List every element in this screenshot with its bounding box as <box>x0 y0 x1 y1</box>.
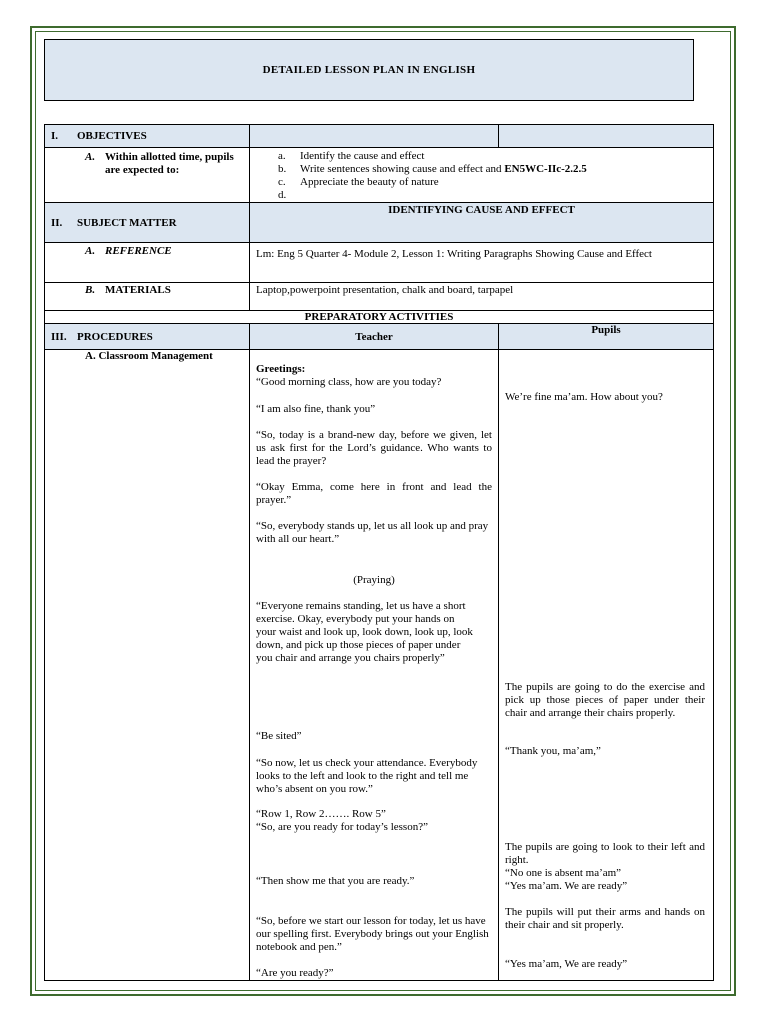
pupil-line: The pupils are going to look to their left and right. <box>505 841 705 866</box>
teacher-line: “Row 1, Row 2……. Row 5” <box>256 808 386 820</box>
list-item: b. Write sentences showing cause and effect and EN5WC-IIc-2.2.5 <box>278 163 587 175</box>
teacher-line: “Everyone remains standing, let us have a short exercise. Okay, everybody put your hands on your waist and look up, look down, look up, look down, and pick up those pieces of paper under you chair and arrange you chairs properly” <box>256 600 473 664</box>
teacher-column-header: Teacher <box>250 324 499 350</box>
lesson-plan-table <box>44 124 714 981</box>
objectives-header-row <box>45 125 714 148</box>
pupil-line: “Yes ma’am, We are ready” <box>505 958 628 970</box>
materials-label-cell: B. MATERIALS <box>45 283 250 311</box>
pupil-line: We’re fine ma’am. How about you? <box>505 391 663 403</box>
list-item: a. Identify the cause and effect <box>278 150 425 162</box>
pupils-column-header: Pupils <box>499 324 714 350</box>
subject-matter-row <box>45 203 714 243</box>
teacher-line: “So, before we start our lesson for today, let us have our spelling first. Everybody brings out your English notebook and pen.” <box>256 915 489 953</box>
pupils-column <box>499 350 714 981</box>
reference-label-cell: A. REFERENCE <box>45 243 250 283</box>
pupil-line: “Yes ma’am. We are ready” <box>505 880 628 892</box>
objectives-list-cell <box>250 148 714 203</box>
reference-value: Lm: Eng 5 Quarter 4- Module 2, Lesson 1: Writing Paragraphs Showing Cause and Effect <box>250 243 714 283</box>
subject-matter-heading: II. SUBJECT MATTER <box>45 203 250 243</box>
objectives-sub-cell <box>45 148 250 203</box>
pupil-line: “Thank you, ma’am,” <box>505 745 601 757</box>
objectives-list <box>250 150 713 202</box>
document-title: DETAILED LESSON PLAN IN ENGLISH <box>44 39 694 101</box>
teacher-line: “So, today is a brand-new day, before we given, let us ask first for the Lord’s guidance. Who wants to lead the prayer? <box>256 429 492 467</box>
pupil-line: The pupils are going to do the exercise and pick up those pieces of paper under their chair and arrange their chairs properly. <box>505 681 705 719</box>
classroom-management-label: A. Classroom Management <box>85 350 213 362</box>
teacher-line: “Okay Emma, come here in front and lead the prayer.” <box>256 481 492 506</box>
teacher-column <box>250 350 499 981</box>
teacher-line-praying: (Praying) <box>353 574 395 586</box>
list-item: d. <box>278 189 287 201</box>
reference-row <box>45 243 714 283</box>
preparatory-heading: PREPARATORY ACTIVITIES <box>45 311 714 324</box>
classroom-management-cell <box>45 350 250 981</box>
pupil-line: The pupils will put their arms and hands on their chair and sit properly. <box>505 906 705 931</box>
competency-code: EN5WC-IIc-2.2.5 <box>504 163 587 175</box>
pupil-line: “No one is absent ma’am” <box>505 867 622 879</box>
objectives-heading: I. OBJECTIVES <box>45 125 250 148</box>
procedures-heading: III. PROCEDURES <box>45 324 250 350</box>
teacher-line: “Are you ready?” <box>256 967 334 979</box>
classroom-management-row <box>45 350 714 981</box>
topic-title: IDENTIFYING CAUSE AND EFFECT <box>250 203 714 243</box>
procedures-header-row <box>45 324 714 350</box>
teacher-line: “I am also fine, thank you” <box>256 403 376 415</box>
teacher-line: “So, are you ready for today’s lesson?” <box>256 821 428 833</box>
materials-value: Laptop,powerpoint presentation, chalk and board, tarpapel <box>250 283 714 311</box>
objectives-blank-cell <box>250 125 499 148</box>
teacher-line: “Then show me that you are ready.” <box>256 875 415 887</box>
teacher-line: “Good morning class, how are you today? <box>256 376 442 388</box>
objectives-row <box>45 148 714 203</box>
objectives-sub-label: A. Within allotted time, pupils are expected to: <box>85 151 234 176</box>
materials-row <box>45 283 714 311</box>
teacher-line: “Be sited” <box>256 730 302 742</box>
objectives-blank-cell-2 <box>499 125 714 148</box>
teacher-line: “So now, let us check your attendance. Everybody looks to the left and look to the right and tell me who’s absent on you row.” <box>256 757 478 795</box>
teacher-line: “So, everybody stands up, let us all look up and pray with all our heart.” <box>256 520 489 545</box>
list-item: c. Appreciate the beauty of nature <box>278 176 439 188</box>
greetings-label: Greetings: <box>256 363 306 375</box>
preparatory-row <box>45 311 714 324</box>
